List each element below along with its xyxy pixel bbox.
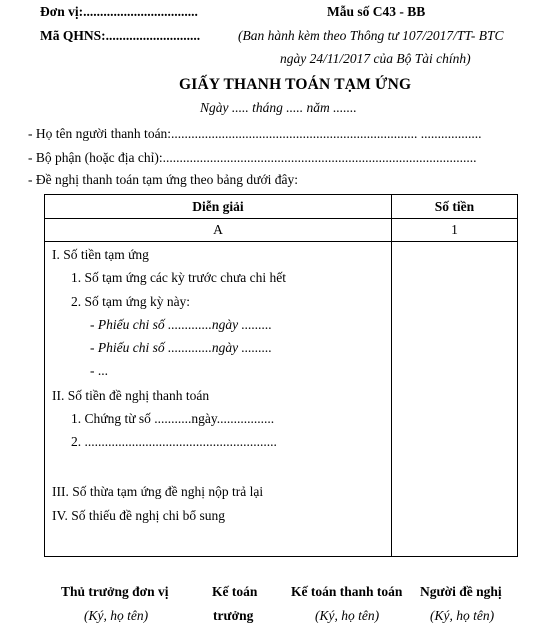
- header-amount: Số tiền: [392, 195, 518, 219]
- issuance-note-line1: (Ban hành kèm theo Thông tư 107/2017/TT- BTC: [238, 28, 504, 43]
- row-blank-item: 2. .........................................................: [71, 434, 277, 449]
- signature-chief-accountant-note: trưởng: [213, 608, 254, 623]
- row-previous-advance: 1. Số tạm ứng các kỳ trước chưa chi hết: [71, 270, 287, 285]
- signature-accountant-note: (Ký, họ tên): [315, 608, 380, 623]
- row-payment-request: II. Số tiền đề nghị thanh toán: [52, 388, 210, 403]
- signature-accountant-title: Kế toán thanh toán: [291, 584, 403, 599]
- request-statement: - Đề nghị thanh toán tạm ứng theo bảng dưới đây:: [28, 172, 298, 187]
- signature-requester-note: (Ký, họ tên): [430, 608, 495, 623]
- don-vi-field: Đơn vị:..................................: [40, 4, 198, 19]
- row-advance-amount: I. Số tiền tạm ứng: [52, 247, 149, 262]
- issuance-note-line2: ngày 24/11/2017 của Bộ Tài chính): [280, 51, 471, 66]
- date-line: Ngày ..... tháng ..... năm .......: [200, 100, 357, 115]
- row-document-number: 1. Chứng từ số ...........ngày.................: [71, 411, 275, 426]
- row-surplus: III. Số thừa tạm ứng đề nghị nộp trả lại: [52, 484, 264, 499]
- department-field: - Bộ phận (hoặc địa chỉ):.............................................................................................: [28, 150, 477, 165]
- row-current-advance: 2. Số tạm ứng kỳ này:: [71, 294, 191, 309]
- ma-qhns-field: Mã QHNS:............................: [40, 28, 201, 43]
- signature-chief-accountant-title: Kế toán: [212, 584, 258, 599]
- description-body: [45, 242, 392, 557]
- payment-table: [44, 194, 518, 557]
- row-payment-voucher-2: - Phiếu chi số .............ngày .........: [90, 340, 272, 355]
- signature-requester-title: Người đề nghị: [420, 584, 502, 599]
- code-amount: 1: [392, 219, 518, 242]
- row-ellipsis: - ...: [90, 363, 108, 378]
- document-title: GIẤY THANH TOÁN TẠM ỨNG: [179, 76, 412, 93]
- code-description: A: [45, 219, 392, 242]
- payer-name-field: - Họ tên người thanh toán:......................................................................... ..................: [28, 126, 482, 141]
- amount-body: [392, 242, 518, 557]
- header-description: Diễn giải: [45, 195, 392, 219]
- form-number: Mẫu số C43 - BB: [327, 4, 426, 19]
- signature-head-note: (Ký, họ tên): [84, 608, 149, 623]
- row-shortfall: IV. Số thiếu đề nghị chi bổ sung: [52, 508, 225, 523]
- signature-head-title: Thủ trưởng đơn vị: [61, 584, 169, 599]
- row-payment-voucher-1: - Phiếu chi số .............ngày .........: [90, 317, 272, 332]
